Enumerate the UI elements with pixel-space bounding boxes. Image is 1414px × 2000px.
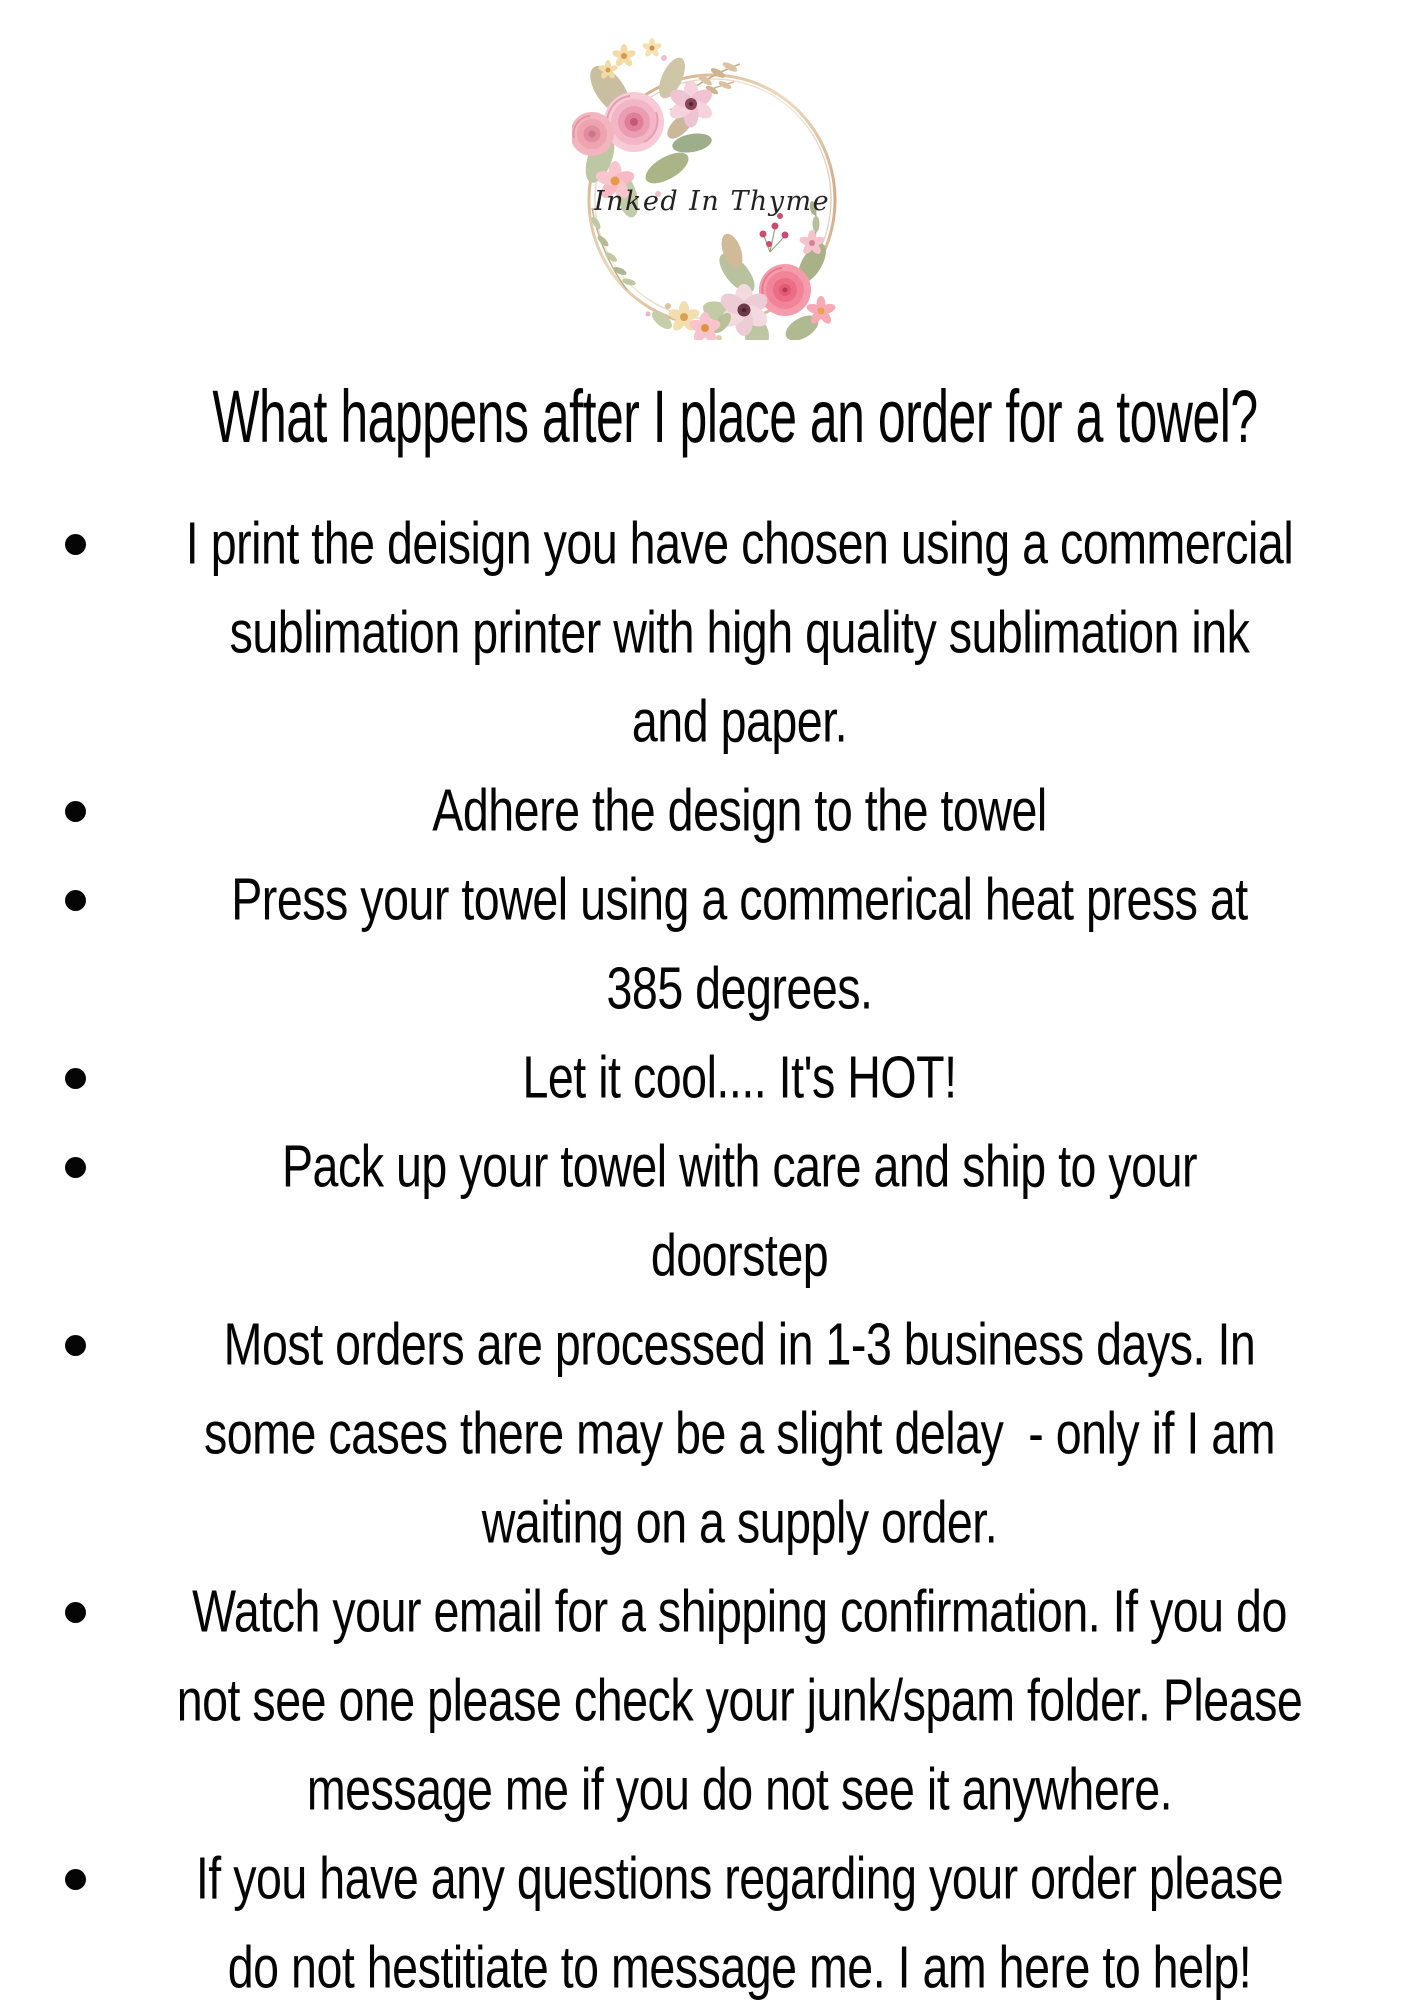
brand-name: Inked In Thyme <box>593 186 831 217</box>
list-item <box>40 767 1384 856</box>
list-item <box>40 1034 1384 1123</box>
yellow-flower-icon <box>612 44 637 68</box>
list-item <box>40 1835 1384 2000</box>
text-line: do not hestitiate to message me. I am here to help! <box>227 1935 1252 2000</box>
bullet-dot-icon <box>65 1068 86 1089</box>
list-item-text <box>95 1123 1384 1301</box>
text-line: message me if you do not see it anywhere. <box>306 1757 1173 1824</box>
bullet-dot-icon <box>65 534 86 555</box>
bullet-dot-icon <box>65 1335 86 1356</box>
text-line: 385 degrees. <box>606 956 873 1023</box>
list-item-text <box>95 767 1384 856</box>
vine-sprig-left <box>590 208 637 290</box>
list-item-text <box>95 1568 1384 1835</box>
list-item <box>40 500 1384 767</box>
rose-icon <box>572 112 614 156</box>
floral-wreath-icon <box>572 38 842 340</box>
list-item-text <box>95 1301 1384 1568</box>
list-item <box>40 1568 1384 1835</box>
list-item-text <box>95 1034 1384 1123</box>
text-line: and paper. <box>631 689 848 756</box>
text-line: Let it cool.... It's HOT! <box>522 1045 957 1112</box>
text-line: Adhere the design to the towel <box>432 778 1047 845</box>
text-line: Most orders are processed in 1-3 business days. In <box>223 1312 1256 1379</box>
text-line: If you have any questions regarding your order please <box>195 1846 1284 1913</box>
berries-icon <box>760 213 789 252</box>
page-title: What happens after I place an order for a towel? <box>212 376 1258 460</box>
rose-icon <box>604 92 664 152</box>
order-steps-list <box>40 500 1384 2000</box>
text-line: waiting on a supply order. <box>481 1490 998 1557</box>
bullet-dot-icon <box>65 801 86 822</box>
rose-icon <box>759 264 811 316</box>
text-line: some cases there may be a slight delay - only if I am <box>203 1401 1276 1468</box>
yellow-flower-icon <box>642 38 663 58</box>
list-item <box>40 1301 1384 1568</box>
list-item-text <box>95 1835 1384 2000</box>
bullet-dot-icon <box>65 890 86 911</box>
text-line: Press your towel using a commerical heat press at <box>231 867 1248 934</box>
bullet-dot-icon <box>65 1602 86 1623</box>
text-line: Pack up your towel with care and ship to your <box>281 1134 1198 1201</box>
list-item-text <box>95 500 1384 767</box>
list-item-text <box>95 856 1384 1034</box>
text-line: I print the deisign you have chosen using a commercial <box>185 511 1294 578</box>
text-line: sublimation printer with high quality sublimation ink <box>229 600 1250 667</box>
text-line: doorstep <box>650 1223 829 1290</box>
text-line: Watch your email for a shipping confirmation. If you do <box>192 1579 1287 1646</box>
inked-in-thyme-logo <box>572 38 842 340</box>
list-item <box>40 1123 1384 1301</box>
bullet-dot-icon <box>65 1869 86 1890</box>
list-item <box>40 856 1384 1034</box>
text-line: not see one please check your junk/spam folder. Please <box>176 1668 1303 1735</box>
bullet-dot-icon <box>65 1157 86 1178</box>
